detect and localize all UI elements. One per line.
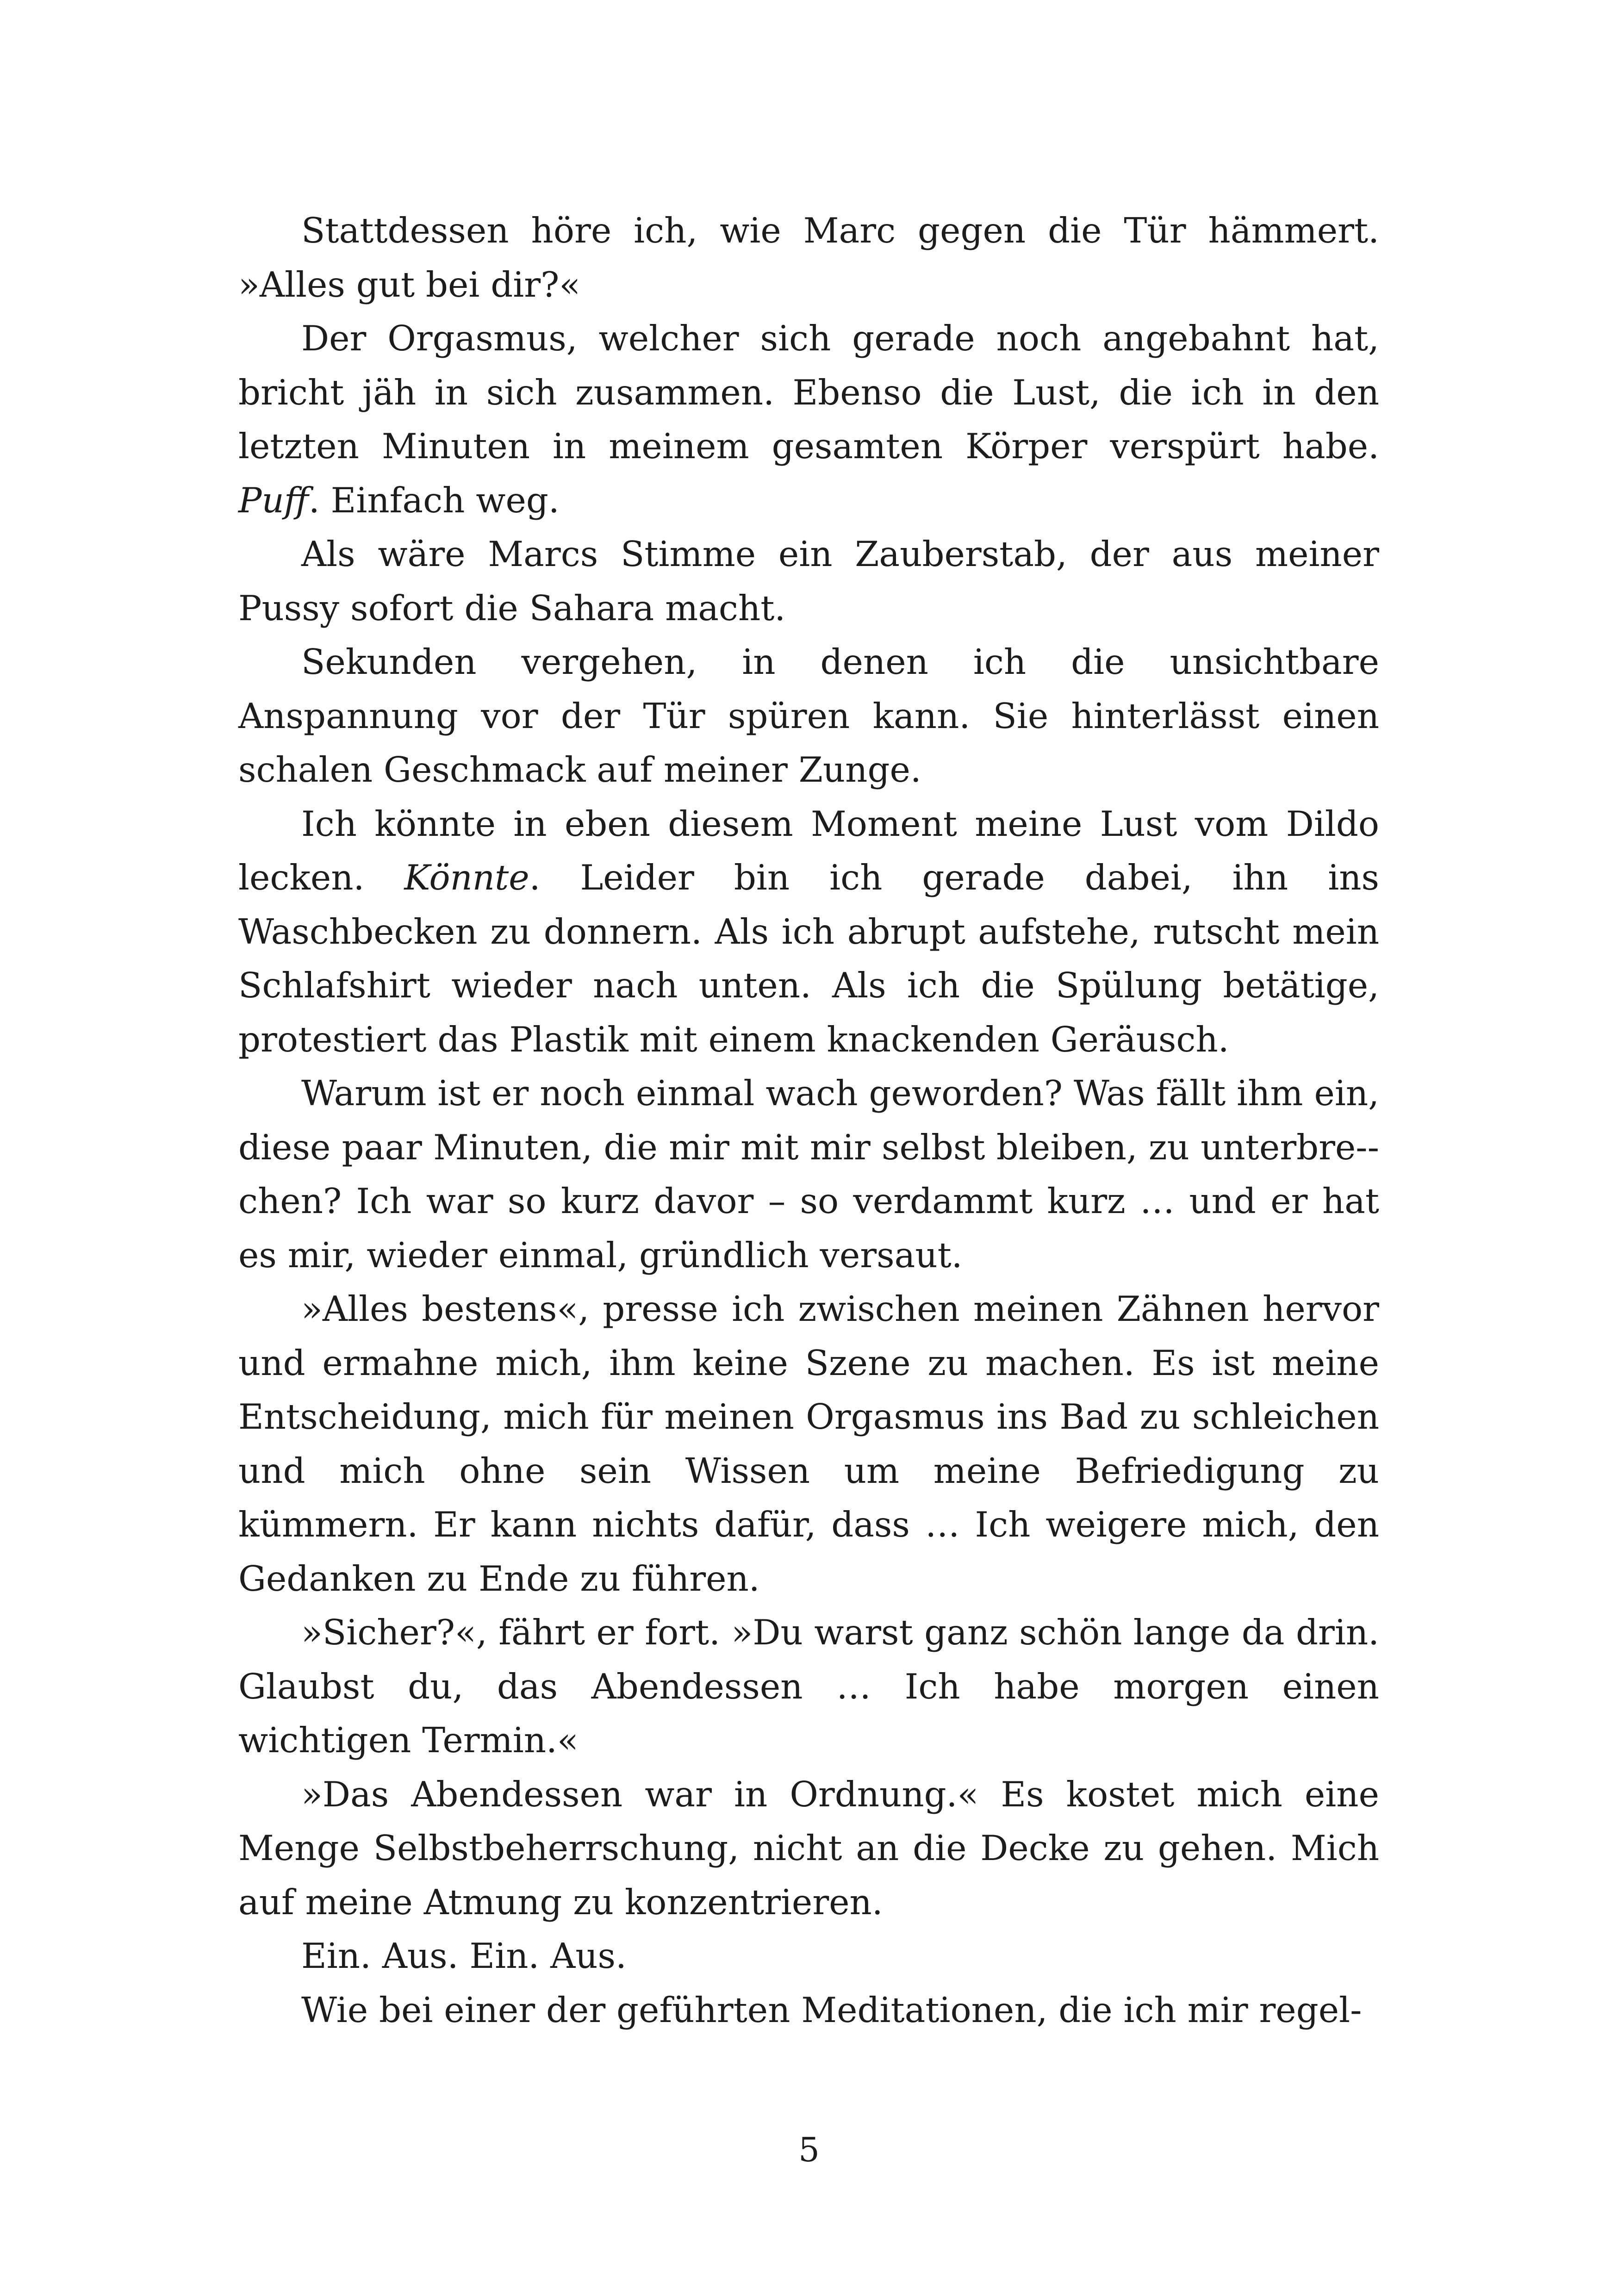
italic-text: Puff <box>238 479 309 521</box>
body-text <box>238 204 1379 2037</box>
paragraph <box>238 1282 1379 1605</box>
paragraph <box>238 635 1379 797</box>
paragraph-text: Stattdessen höre ich, wie Marc gegen die Tür hämmert. »Alles gut bei dir?« <box>238 210 1379 305</box>
paragraph-text: Sekunden vergehen, in denen ich die unsichtbare Anspannung vor der Tür spüren kann. Sie hinterlässt einen schalen Geschmack auf meiner Zunge. <box>238 641 1379 790</box>
paragraph-text: . Leider bin ich gerade dabei, ihn ins Waschbecken zu donnern. Als ich abrupt aufstehe, rutscht mein Schlafshirt wieder nach unten. Als ich die Spülung betätige, protestiert das Plastik mit einem knackenden Geräusch. <box>238 857 1379 1060</box>
paragraph <box>238 1983 1379 2037</box>
paragraph <box>238 1767 1379 1929</box>
paragraph <box>238 1929 1379 1983</box>
paragraph-text: »Das Abendessen war in Ordnung.« Es kostet mich eine Menge Selbstbeherrschung, nicht an die Decke zu gehen. Mich auf meine Atmung zu konzentrieren. <box>238 1773 1379 1923</box>
paragraph <box>238 311 1379 527</box>
italic-text: Könnte <box>404 857 529 898</box>
paragraph <box>238 527 1379 635</box>
paragraph <box>238 204 1379 311</box>
paragraph <box>238 797 1379 1067</box>
paragraph-text: »Sicher?«, fährt er fort. »Du warst ganz schön lange da drin. Glaubst du, das Abendessen … Ich habe morgen einen wichtigen Termin.« <box>238 1612 1379 1761</box>
page-number: 5 <box>798 2130 820 2169</box>
paragraph <box>238 1066 1379 1282</box>
paragraph-text: Als wäre Marcs Stimme ein Zauberstab, der aus meiner Pussy sofort die Sahara macht. <box>238 534 1379 628</box>
paragraph-text: »Alles bestens«, presse ich zwischen meinen Zähnen hervor und ermahne mich, ihm keine Szene zu machen. Es ist meine Entscheidung, mich für meinen Orgasmus ins Bad zu schleichen und mich ohne sein Wissen um meine Befriedigung zu kümmern. Er kann nichts dafür, dass … Ich weigere mich, den Gedanken zu Ende zu führen. <box>238 1288 1379 1599</box>
paragraph <box>238 1605 1379 1767</box>
paragraph-text: Warum ist er noch einmal wach geworden? Was fällt ihm ein, diese paar Minuten, die mir mit mir selbst bleiben, zu unterbre-chen? Ich war so kurz davor – so verdammt kurz … und er hat es mir, wieder einmal, gründlich versaut. <box>238 1073 1379 1276</box>
paragraph-text: Der Orgasmus, welcher sich gerade noch angebahnt hat, bricht jäh in sich zusammen. Ebenso die Lust, die ich in den letzten Minuten in meinem gesamten Körper verspürt habe. <box>238 318 1379 467</box>
paragraph-text: Wie bei einer der geführten Meditationen, die ich mir regel- <box>301 1989 1362 2030</box>
paragraph-text: . Einfach weg. <box>308 479 560 521</box>
paragraph-text: Ich könnte in eben diesem Moment meine Lust vom Dildo lecken. <box>238 803 1379 898</box>
paragraph-text: Ein. Aus. Ein. Aus. <box>301 1935 627 1976</box>
